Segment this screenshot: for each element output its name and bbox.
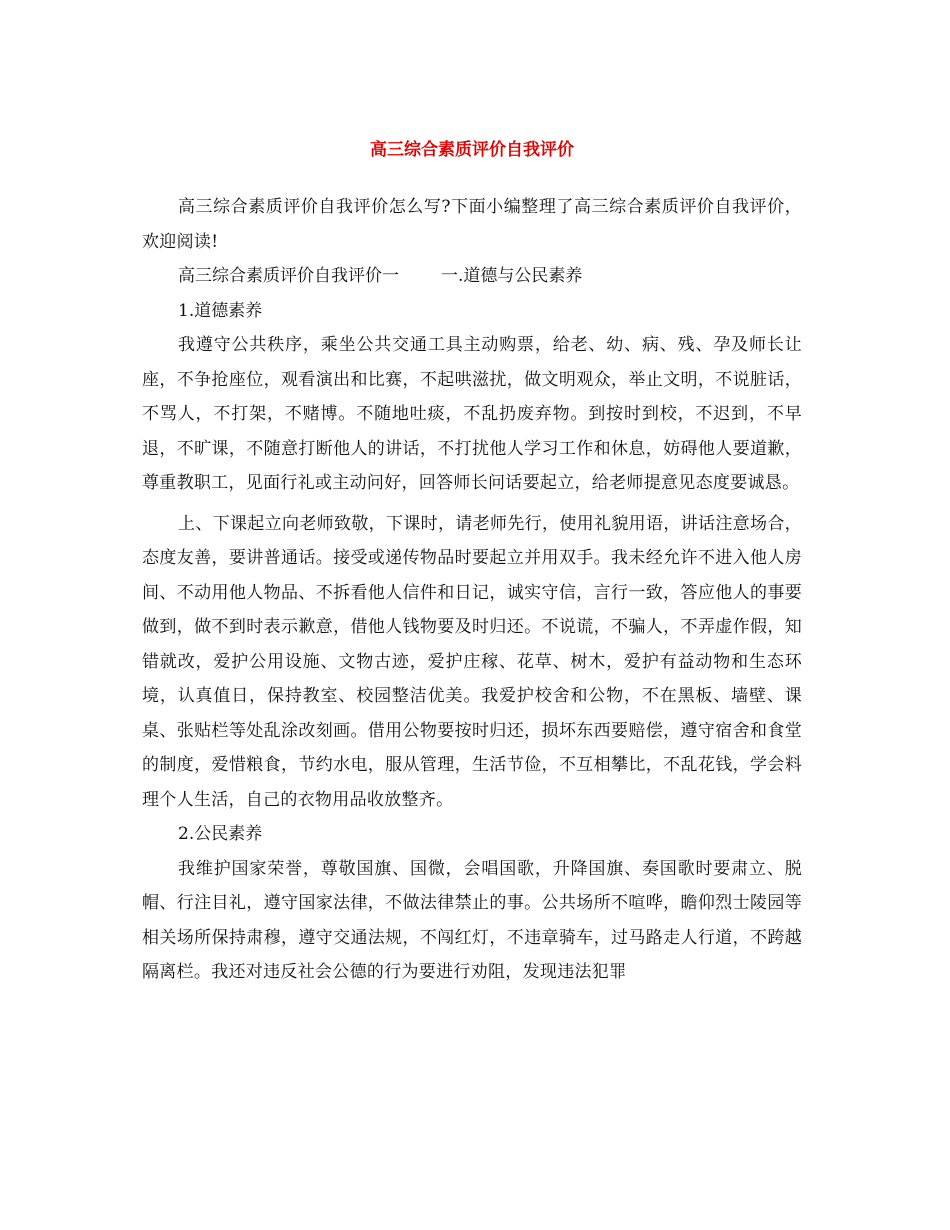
moral-paragraph-1: 我遵守公共秩序，乘坐公共交通工具主动购票，给老、幼、病、残、孕及师长让座，不争抢座位，观看演出和比赛，不起哄滋扰，做文明观众，举止文明，不说脏话，不骂人，不打架，不赌博。不随地吐痰，不乱扔废弃物。到按时到校，不迟到，不早退，不旷课，不随意打断他人的讲话，不打扰他人学习工作和休息，妨碍他人要道歉，尊重教职工，见面行礼或主动问好，回答师长问话要起立，给老师提意见态度要诚恳。 xyxy=(142,335,802,493)
section-heading xyxy=(142,259,802,294)
document-body xyxy=(142,138,802,990)
subsection-heading-moral: 1.道德素养 xyxy=(178,300,263,321)
section-heading-left: 高三综合素质评价自我评价一 xyxy=(178,266,399,286)
document-title: 高三综合素质评价自我评价 xyxy=(370,140,574,160)
subsection-heading-civic: 2.公民素养 xyxy=(178,824,263,844)
section-heading-right: 一.道德与公民素养 xyxy=(441,266,583,286)
moral-paragraph-2: 上、下课起立向老师致敬，下课时，请老师先行，使用礼貌用语，讲话注意场合，态度友善，要讲普通话。接受或递传物品时要起立并用双手。我未经允许不进入他人房间、不动用他人物品、不拆看他人信件和日记，诚实守信，言行一致，答应他人的事要做到，做不到时表示歉意，借他人钱物要及时归还。不说谎，不骗人，不弄虚作假，知错就改，爱护公用设施、文物古迹，爱护庄稼、花草、树木，爱护有益动物和生态环境，认真值日，保持教室、校园整洁优美。我爱护校舍和公物，不在黑板、墙壁、课桌、张贴栏等处乱涂改刻画。借用公物要按时归还，损坏东西要赔偿，遵守宿舍和食堂的制度，爱惜粮食，节约水电，服从管理，生活节俭，不互相攀比，不乱花钱，学会料理个人生活，自己的衣物用品收放整齐。 xyxy=(142,513,802,810)
civic-paragraph-1: 我维护国家荣誉，尊敬国旗、国微，会唱国歌，升降国旗、奏国歌时要肃立、脱帽、行注目礼，遵守国家法律，不做法律禁止的事。公共场所不喧哗，瞻仰烈士陵园等相关场所保持肃穆，遵守交通法规，不闯红灯，不违章骑车，过马路走人行道，不跨越隔离栏。我还对违反社会公德的行为要进行劝阻，发现违法犯罪 xyxy=(142,858,802,982)
intro-paragraph: 高三综合素质评价自我评价怎么写?下面小编整理了高三综合素质评价自我评价，欢迎阅读! xyxy=(142,197,802,252)
